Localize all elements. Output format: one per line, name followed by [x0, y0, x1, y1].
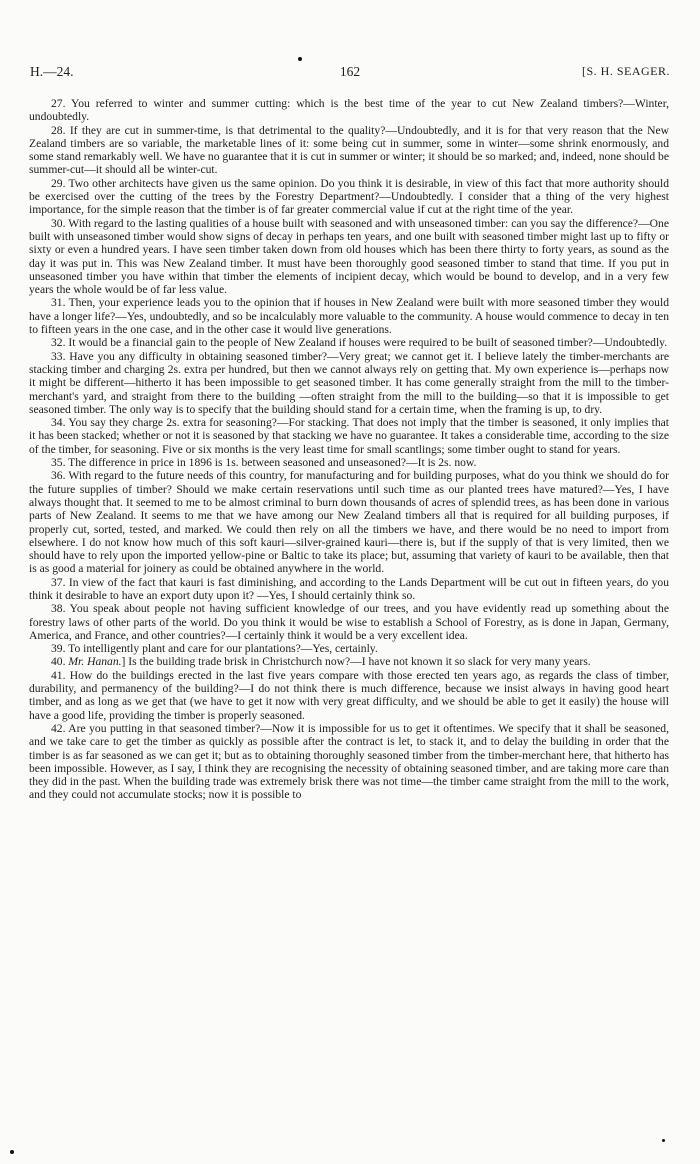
paragraph-27: 27. You referred to winter and summer cutting: which is the best time of the year to cut New Zealand timbers?—Winter, undoubtedly. [29, 97, 669, 124]
paragraph-32: 32. It would be a financial gain to the people of New Zealand if houses were required to be built of seasoned timber?—Undoubtedly. [51, 336, 668, 350]
print-mark-bottom-right [662, 1139, 665, 1142]
evidence-text [29, 97, 669, 802]
document-reference: H.—24. [30, 64, 74, 79]
paragraph-number: 40. [51, 655, 69, 669]
print-mark-top [298, 57, 302, 61]
paragraph-text: ] Is the building trade brisk in Christchurch now?—I have not known it so slack for very many years. [121, 655, 591, 669]
print-mark-bottom-left [10, 1150, 14, 1154]
paragraph-35: 35. The difference in price in 1896 is 1s. between seasoned and unseasoned?—It is 2s. now. [51, 456, 477, 470]
paragraph-33: 33. Have you any difficulty in obtaining seasoned timber?—Very great; we cannot get it. I believe lately the timber-merchants are stacking timber and charging 2s. extra per hundred, but then we cannot always rely on getting that. My own experience is—perhaps now it might be different—hitherto it has been impossible to get seasoned timber. It has come generally straight from the mill to the timber-merchant's yard, and straight from there to the building —often straight from the mill to the building—so that it is impossible to get seasoned timber. The only way is to specify that the building should stand for a certain time, when the framing is up, to dry. [29, 349, 669, 416]
paragraph-42: 42. Are you putting in that seasoned timber?—Now it is impossible for us to get it oftentimes. We specify that it shall be seasoned, and we take care to get the timber as quickly as possible after the contract is let, to stack it, and to delay the building in order that the timber is as far seasoned as we can get it; but as to obtaining thoroughly seasoned timber from the timber-merchant here, that hitherto has been impossible. However, as I say, I think they are recognising the necessity of obtaining seasoned timber, and are taking more care than they did in the past. When the building trade was extremely brisk there was not time—the timber came straight from the mill to the work, and they could not accumulate stocks; now it is possible to [29, 721, 669, 802]
paragraph-30: 30. With regard to the lasting qualities of a house built with seasoned and with unseasoned timber: can you say the difference?—One built with unseasoned timber would show signs of decay in perhaps ten years, and one built with seasoned timber might last up to fifty or sixty or even a hundred years. I have seen timber taken down from old houses which has been there thirty to forty years, as sound as the day it was put in. This was New Zealand timber. It must have been thoroughly good seasoned timber to stand that time. If you put in unseasoned timber you have within that timber the elements of incipient decay, which would be bound to develop, and in a very few years the whole would be of far less value. [29, 216, 669, 297]
witness-name: [S. H. SEAGER. [581, 64, 670, 78]
paragraph-29: 29. Two other architects have given us the same opinion. Do you think it is desirable, in view of this fact that more authority should be exercised over the cutting of the trees by the Forestry Department?—Undoubtedly. I consider that a thing of the very highest importance, for the simple reason that the timber is of far greater commercial value if cut at the right time of the year. [29, 176, 669, 217]
paragraph-38: 38. You speak about people not having sufficient knowledge of our trees, and you have evidently read up something about the forestry laws of other parts of the world. Do you think it would be wise to establish a School of Forestry, as is done in Japan, Germany, America, and France, and other countries?—I certainly think it would be a very excellent idea. [29, 602, 669, 642]
paragraph-39: 39. To intelligently plant and care for our plantations?—Yes, certainly. [51, 642, 378, 656]
paragraph-37: 37. In view of the fact that kauri is fast diminishing, and according to the Lands Department will be cut out in fifteen years, do you think it desirable to have an export duty upon it? —Yes, I should certainly think so. [29, 575, 669, 602]
speaker-name: Mr. Hanan. [68, 655, 122, 669]
page-header [30, 64, 670, 82]
paragraph-31: 31. Then, your experience leads you to the opinion that if houses in New Zealand were built with more seasoned timber they would have a longer life?—Yes, undoubtedly, and so be incalculably more valuable to the community. A house would commence to decay in ten to fifteen years in the one case, and in the other case it would live generations. [29, 296, 669, 337]
paragraph-40 [29, 655, 669, 668]
paragraph-34: 34. You say they charge 2s. extra for seasoning?—For stacking. That does not imply that the timber is seasoned, it only implies that it has been stacked; whether or not it is seasoned by that stacking we have no guarantee. It takes a considerable time, according to the size of the timber, for seasoning. Five or six months is the very least time for small scantlings; some timber ought to stand for years. [29, 416, 669, 456]
paragraph-28: 28. If they are cut in summer-time, is that detrimental to the quality?—Undoubtedly, and it is for that very reason that the New Zealand timbers are so variable, the marketable lines of it: some being cut in summer, some in winter—some shrink enormously, and some stand remarkably well. We have no guarantee that it is cut in summer or winter; it should be so marked; and, indeed, none should be summer-cut—it should all be winter-cut. [29, 123, 669, 177]
paragraph-36: 36. With regard to the future needs of this country, for manufacturing and for building purposes, what do you think we should do for the future supplies of timber? Should we make certain reservations until such time as our planted trees have matured?—Yes, I have always thought that. It seemed to me to be almost criminal to burn down thousands of acres of splendid trees, as has been done in various parts of New Zealand. It seems to me that we have among our New Zealand timbers all that is required for all building purposes, if properly cut, sorted, tested, and marked. We could then rely on all the timbers we have, and there would be no need to import from elsewhere. I do not know how much of this soft kauri—silver-grained kauri—there is, but if the supply of that is very limited, then we should have to rely upon the imported yellow-pine or Baltic to take its place; but, assuming that variety of kauri to be available, then that is as good a material for joinery as could be obtained anywhere in the world. [29, 469, 669, 576]
page-number: 162 [339, 64, 361, 79]
paragraph-41: 41. How do the buildings erected in the last five years compare with those erected ten years ago, as regards the class of timber, durability, and permanency of the building?—I do not think there is much difference, because we insist always in having good heart timber, and as long as we get that (we have to get it now with very great difficulty, and we should be able to get it easily) the house will have a good life, providing the timber is properly seasoned. [29, 668, 669, 722]
